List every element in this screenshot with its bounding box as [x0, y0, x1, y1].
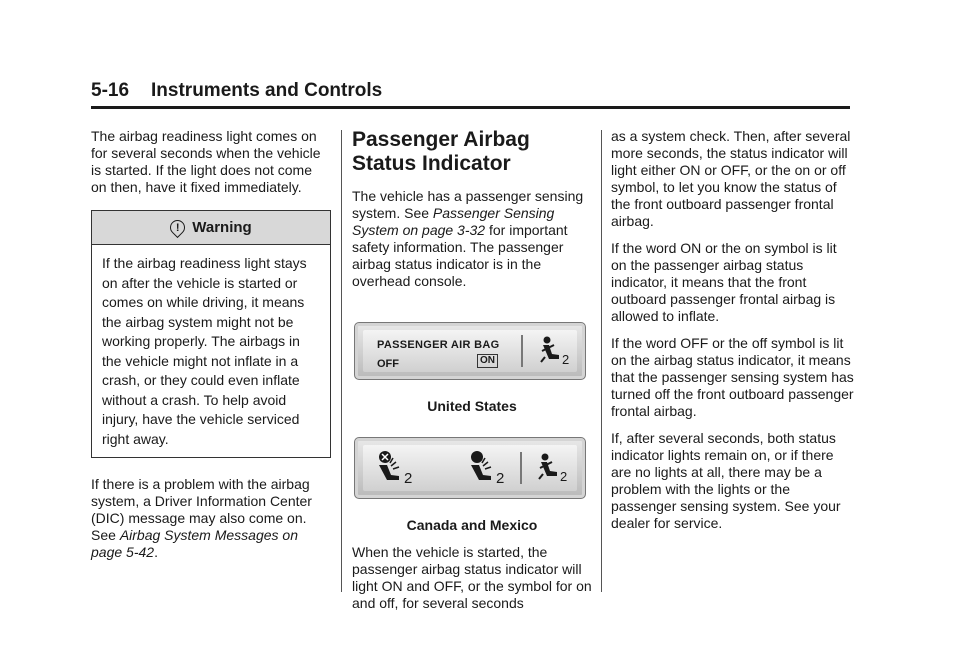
intro-paragraph: The airbag readiness light comes on for several seconds when the vehicle is started. If the light does not come on then, have it fixed immediately.: [91, 128, 321, 195]
problem-paragraph: If, after several seconds, both status indicator lights remain on, or if there are no lights at all, there may be a problem with the lights or the passenger sensing system. See your dealer for service.: [611, 430, 841, 531]
panel-on-label: ON: [477, 354, 498, 368]
column-divider: [601, 130, 602, 592]
svg-text:2: 2: [560, 469, 568, 484]
startup-paragraph: When the vehicle is started, the passenger airbag status indicator will light ON and OFF, or the symbol for on and off, for several seconds: [352, 544, 592, 611]
panel-title: PASSENGER AIR BAG: [377, 339, 500, 351]
panel-off-label: OFF: [377, 358, 399, 370]
caption-canada-mexico: Canada and Mexico: [406, 517, 538, 533]
on-paragraph: If the word ON or the on symbol is lit on the passenger airbag status indicator, it means that the front outboard passenger frontal airbag is allowed to inflate.: [611, 240, 837, 324]
warning-header: [92, 211, 330, 245]
column-1: [91, 128, 331, 571]
warning-text: If the airbag readiness light stays on after the vehicle is started or comes on while driving, it means the airbag system might not be working properly. The airbags in the vehicle might not inflate in a crash, or they could even inflate without a crash. To help avoid injury, have the vehicle serviced right away.: [102, 255, 307, 447]
column-3: [611, 128, 856, 542]
airbag-off-icon: [375, 450, 419, 486]
warning-title: Warning: [192, 219, 252, 236]
column-2: [352, 128, 592, 622]
sensing-paragraph: The vehicle has a passenger sensing system. See Passenger Sensing System on page 3-32 for important safety information. The passenger airbag status indicator is in the overhead console.: [352, 188, 584, 289]
svg-text:2: 2: [562, 352, 570, 367]
caption-united-states: United States: [427, 398, 517, 414]
column-divider: [341, 130, 342, 592]
page-number: 5-16: [91, 80, 130, 101]
airbag-on-icon: [467, 450, 511, 486]
warning-icon: [167, 217, 188, 238]
svg-text:2: 2: [496, 470, 505, 486]
panel-divider: [521, 335, 523, 367]
warning-box: [91, 210, 331, 458]
us-status-panel: [354, 322, 586, 380]
off-paragraph: If the word OFF or the off symbol is lit on the airbag status indicator, it means that the passenger sensing system has turned off the front outboard passenger frontal airbag.: [611, 335, 854, 419]
passenger-sensing-link[interactable]: Passenger Sensing System on page 3-32: [352, 205, 555, 238]
canada-status-panel: [354, 437, 586, 499]
dic-paragraph: If there is a problem with the airbag system, a Driver Information Center (DIC) message may also come on. See Airbag System Messages on page 5-42.: [91, 476, 312, 560]
seatbelt-icon: [537, 335, 573, 367]
svg-text:2: 2: [404, 470, 413, 486]
section-heading: Passenger Airbag Status Indicator: [352, 128, 530, 175]
section-title: Instruments and Controls: [151, 80, 383, 101]
panel-divider: [520, 452, 522, 484]
page-header: [91, 80, 850, 109]
airbag-messages-link[interactable]: Airbag System Messages on page 5-42: [91, 527, 299, 560]
seatbelt-icon: [535, 452, 575, 486]
system-check-paragraph: as a system check. Then, after several more seconds, the status indicator will light either ON or OFF, or the on or off symbol, to let you know the status of the front outboard passenger frontal airbag.: [611, 128, 851, 229]
